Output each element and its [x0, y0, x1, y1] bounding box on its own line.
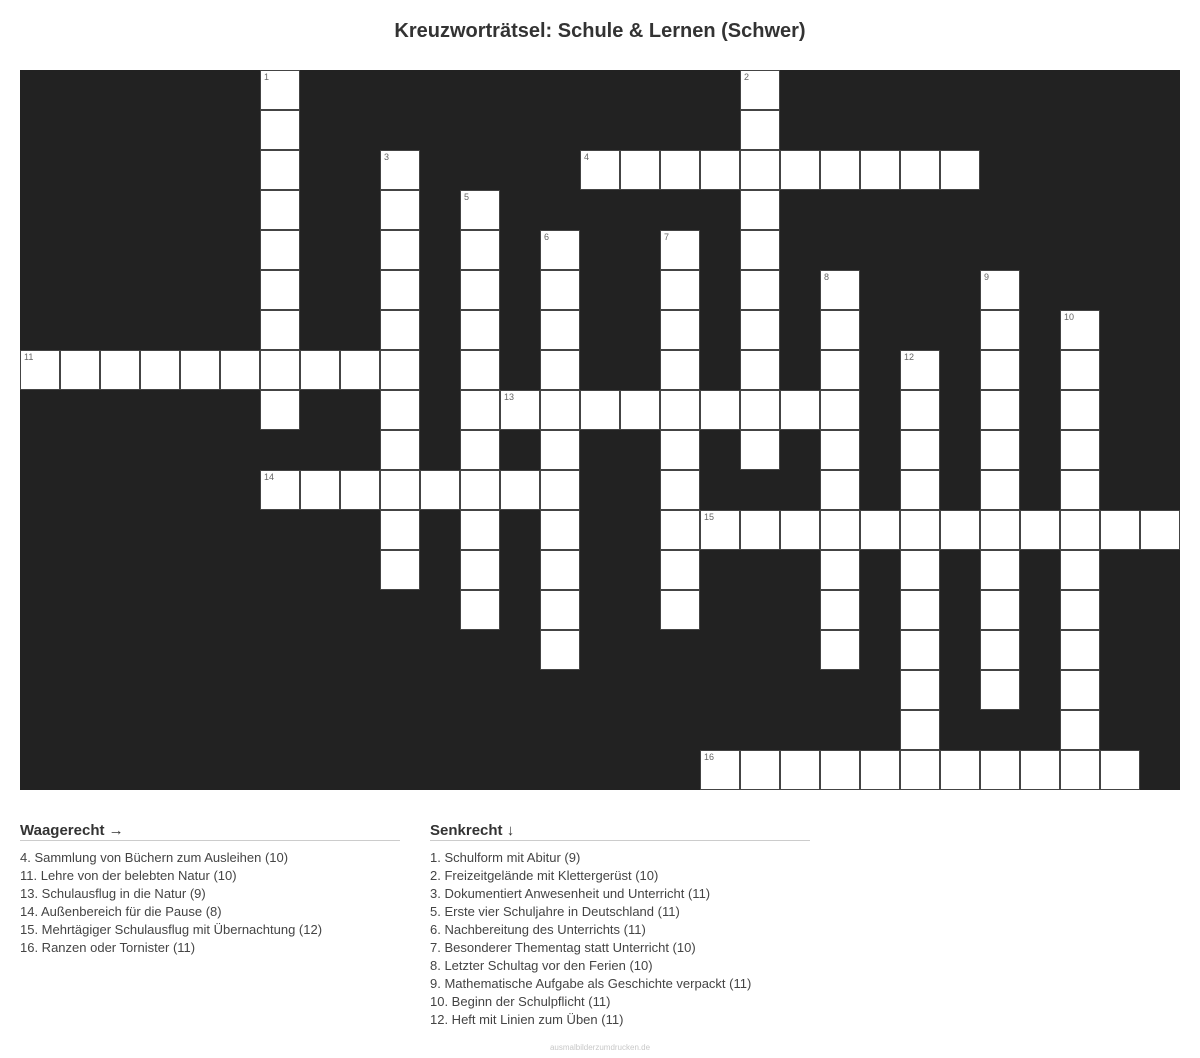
- crossword-cell[interactable]: [820, 550, 860, 590]
- crossword-cell[interactable]: [540, 390, 580, 430]
- clue-number: 9: [984, 272, 990, 282]
- down-clue: 1. Schulform mit Abitur (9): [430, 850, 581, 865]
- crossword-cell[interactable]: [660, 350, 700, 390]
- crossword-cell[interactable]: [300, 470, 340, 510]
- crossword-cell[interactable]: [980, 590, 1020, 630]
- crossword-grid: [20, 70, 1180, 790]
- crossword-cell[interactable]: [820, 390, 860, 430]
- crossword-cell[interactable]: [1060, 590, 1100, 630]
- crossword-cell[interactable]: [980, 390, 1020, 430]
- crossword-cell[interactable]: [260, 110, 300, 150]
- crossword-cell[interactable]: [460, 270, 500, 310]
- down-clue: 6. Nachbereitung des Unterrichts (11): [430, 922, 646, 937]
- crossword-cell[interactable]: [1060, 750, 1100, 790]
- crossword-cell[interactable]: [700, 390, 740, 430]
- across-clue: 4. Sammlung von Büchern zum Ausleihen (10): [20, 850, 289, 865]
- crossword-cell[interactable]: [980, 310, 1020, 350]
- crossword-cell[interactable]: [500, 470, 540, 510]
- puzzle-title: Kreuzworträtsel: Schule & Lernen (Schwer): [394, 20, 806, 42]
- crossword-cell[interactable]: [660, 590, 700, 630]
- clue-number: 10: [1064, 312, 1075, 322]
- crossword-cell[interactable]: [100, 350, 140, 390]
- crossword-cell[interactable]: [620, 390, 660, 430]
- crossword-cell[interactable]: [460, 510, 500, 550]
- crossword-cell[interactable]: [380, 310, 420, 350]
- down-clue-list: [430, 849, 810, 1029]
- crossword-cell[interactable]: [460, 590, 500, 630]
- down-clue: 3. Dokumentiert Anwesenheit und Unterricht (11): [430, 886, 711, 901]
- crossword-cell[interactable]: [980, 430, 1020, 470]
- crossword-cell[interactable]: [860, 150, 900, 190]
- crossword-cell[interactable]: [1060, 670, 1100, 710]
- clue-number: 12: [904, 352, 915, 362]
- across-clue: 14. Außenbereich für die Pause (8): [20, 904, 222, 919]
- crossword-cell[interactable]: [740, 390, 780, 430]
- crossword-cell[interactable]: [260, 350, 300, 390]
- crossword-cell[interactable]: [900, 590, 940, 630]
- crossword-cell[interactable]: [980, 630, 1020, 670]
- crossword-cell[interactable]: [900, 510, 940, 550]
- crossword-cell[interactable]: [980, 350, 1020, 390]
- crossword-cell[interactable]: [900, 430, 940, 470]
- crossword-cell[interactable]: [420, 470, 460, 510]
- crossword-cell[interactable]: [1100, 750, 1140, 790]
- crossword-cell[interactable]: [660, 150, 700, 190]
- crossword-cell[interactable]: [540, 430, 580, 470]
- crossword-cell[interactable]: [260, 150, 300, 190]
- crossword-cell[interactable]: [460, 350, 500, 390]
- crossword-cell[interactable]: [540, 310, 580, 350]
- crossword-cell[interactable]: [700, 750, 740, 790]
- crossword-cell[interactable]: [1100, 510, 1140, 550]
- crossword-cell[interactable]: [540, 550, 580, 590]
- crossword-cell[interactable]: [820, 270, 860, 310]
- crossword-cell[interactable]: [380, 390, 420, 430]
- crossword-cell[interactable]: [900, 390, 940, 430]
- crossword-cell[interactable]: [900, 470, 940, 510]
- crossword-cell[interactable]: [380, 270, 420, 310]
- crossword-cell[interactable]: [60, 350, 100, 390]
- crossword-cell[interactable]: [980, 470, 1020, 510]
- crossword-cell[interactable]: [540, 270, 580, 310]
- crossword-cell[interactable]: [1140, 510, 1180, 550]
- crossword-cell[interactable]: [1060, 630, 1100, 670]
- crossword-cell[interactable]: [900, 630, 940, 670]
- clue-number: 3: [384, 152, 390, 162]
- crossword-cell[interactable]: [900, 750, 940, 790]
- crossword-cell[interactable]: [540, 350, 580, 390]
- crossword-cell[interactable]: [860, 750, 900, 790]
- crossword-cell[interactable]: [900, 670, 940, 710]
- crossword-cell[interactable]: [660, 430, 700, 470]
- crossword-cell[interactable]: [260, 390, 300, 430]
- crossword-cell[interactable]: [740, 430, 780, 470]
- down-clue: 12. Heft mit Linien zum Üben (11): [430, 1012, 624, 1027]
- clue-number: 1: [264, 72, 270, 82]
- crossword-cell[interactable]: [820, 510, 860, 550]
- crossword-cell[interactable]: [660, 230, 700, 270]
- clue-number: 13: [504, 392, 515, 402]
- crossword-cell[interactable]: [260, 230, 300, 270]
- crossword-cell[interactable]: [540, 230, 580, 270]
- down-heading: Senkrecht ↓: [430, 822, 810, 841]
- crossword-cell[interactable]: [460, 390, 500, 430]
- crossword-cell[interactable]: [820, 430, 860, 470]
- crossword-cell[interactable]: [780, 390, 820, 430]
- crossword-cell[interactable]: [1060, 430, 1100, 470]
- crossword-cell[interactable]: [540, 470, 580, 510]
- crossword-cell[interactable]: [260, 190, 300, 230]
- crossword-cell[interactable]: [900, 350, 940, 390]
- crossword-cell[interactable]: [740, 350, 780, 390]
- crossword-cell[interactable]: [460, 430, 500, 470]
- across-clue: 16. Ranzen oder Tornister (11): [20, 940, 196, 955]
- crossword-cell[interactable]: [660, 310, 700, 350]
- across-clues-section: [20, 822, 400, 957]
- crossword-cell[interactable]: [820, 630, 860, 670]
- across-clue: 11. Lehre von der belebten Natur (10): [20, 868, 237, 883]
- down-clue: 9. Mathematische Aufgabe als Geschichte verpackt (11): [430, 976, 752, 991]
- clue-number: 16: [704, 752, 715, 762]
- crossword-cell[interactable]: [1060, 710, 1100, 750]
- crossword-cell[interactable]: [1060, 390, 1100, 430]
- crossword-cell[interactable]: [380, 510, 420, 550]
- crossword-cell[interactable]: [980, 550, 1020, 590]
- crossword-cell[interactable]: [380, 350, 420, 390]
- crossword-cell[interactable]: [900, 150, 940, 190]
- footer-watermark: ausmalbilderzumdrucken.de: [549, 1043, 651, 1052]
- crossword-cell[interactable]: [460, 230, 500, 270]
- crossword-cell[interactable]: [820, 590, 860, 630]
- crossword-cell[interactable]: [460, 310, 500, 350]
- crossword-cell[interactable]: [380, 150, 420, 190]
- crossword-cell[interactable]: [540, 510, 580, 550]
- crossword-cell[interactable]: [740, 750, 780, 790]
- crossword-cell[interactable]: [700, 150, 740, 190]
- crossword-cell[interactable]: [620, 150, 660, 190]
- down-clue: 10. Beginn der Schulpflicht (11): [430, 994, 611, 1009]
- clue-number: 14: [264, 472, 275, 482]
- down-clue: 7. Besonderer Thementag statt Unterricht (10): [430, 940, 696, 955]
- crossword-cell[interactable]: [740, 230, 780, 270]
- crossword-cell[interactable]: [740, 310, 780, 350]
- across-heading: Waagerecht →: [20, 822, 400, 841]
- crossword-cell[interactable]: [780, 510, 820, 550]
- crossword-cell[interactable]: [460, 470, 500, 510]
- crossword-cell[interactable]: [460, 550, 500, 590]
- crossword-cell[interactable]: [820, 750, 860, 790]
- crossword-cell[interactable]: [260, 470, 300, 510]
- crossword-cell[interactable]: [980, 510, 1020, 550]
- clue-number: 4: [584, 152, 590, 162]
- crossword-cell[interactable]: [740, 190, 780, 230]
- crossword-cell[interactable]: [740, 150, 780, 190]
- crossword-cell[interactable]: [180, 350, 220, 390]
- down-clue: 2. Freizeitgelände mit Klettergerüst (10): [430, 868, 659, 883]
- crossword-cell[interactable]: [940, 150, 980, 190]
- crossword-cell[interactable]: [740, 70, 780, 110]
- crossword-cell[interactable]: [500, 390, 540, 430]
- crossword-cell[interactable]: [660, 510, 700, 550]
- crossword-cell[interactable]: [660, 270, 700, 310]
- crossword-cell[interactable]: [260, 310, 300, 350]
- clue-number: 2: [744, 72, 750, 82]
- crossword-cell[interactable]: [380, 550, 420, 590]
- crossword-cell[interactable]: [900, 550, 940, 590]
- crossword-cell[interactable]: [1020, 750, 1060, 790]
- crossword-cell[interactable]: [380, 430, 420, 470]
- crossword-cell[interactable]: [660, 390, 700, 430]
- crossword-cell[interactable]: [140, 350, 180, 390]
- crossword-cell[interactable]: [740, 110, 780, 150]
- crossword-cell[interactable]: [740, 270, 780, 310]
- crossword-cell[interactable]: [220, 350, 260, 390]
- crossword-cell[interactable]: [820, 310, 860, 350]
- clue-number: 7: [664, 232, 670, 242]
- crossword-cell[interactable]: [1060, 310, 1100, 350]
- crossword-cell[interactable]: [860, 510, 900, 550]
- crossword-cell[interactable]: [780, 150, 820, 190]
- crossword-cell[interactable]: [1060, 350, 1100, 390]
- across-clue-list: [20, 849, 400, 957]
- crossword-cell[interactable]: [540, 590, 580, 630]
- crossword-cell[interactable]: [940, 510, 980, 550]
- crossword-cell[interactable]: [780, 750, 820, 790]
- across-clue: 13. Schulausflug in die Natur (9): [20, 886, 206, 901]
- crossword-cell[interactable]: [700, 510, 740, 550]
- crossword-cell[interactable]: [660, 470, 700, 510]
- crossword-cell[interactable]: [820, 350, 860, 390]
- crossword-cell[interactable]: [300, 350, 340, 390]
- across-clue: 15. Mehrtägiger Schulausflug mit Übernachtung (12): [20, 922, 323, 937]
- clue-number: 5: [464, 192, 470, 202]
- crossword-cell[interactable]: [580, 150, 620, 190]
- crossword-cell[interactable]: [740, 510, 780, 550]
- clue-number: 11: [24, 352, 34, 362]
- crossword-cell[interactable]: [900, 710, 940, 750]
- crossword-cell[interactable]: [1020, 510, 1060, 550]
- crossword-cell[interactable]: [1060, 470, 1100, 510]
- crossword-cell[interactable]: [380, 230, 420, 270]
- crossword-cell[interactable]: [20, 350, 60, 390]
- crossword-cell[interactable]: [660, 550, 700, 590]
- crossword-cell[interactable]: [980, 270, 1020, 310]
- crossword-cell[interactable]: [340, 470, 380, 510]
- crossword-cell[interactable]: [580, 390, 620, 430]
- down-clues-section: [430, 822, 810, 1029]
- crossword-cell[interactable]: [380, 190, 420, 230]
- down-clue: 5. Erste vier Schuljahre in Deutschland (11): [430, 904, 680, 919]
- crossword-cell[interactable]: [260, 270, 300, 310]
- crossword-cell[interactable]: [460, 190, 500, 230]
- crossword-cell[interactable]: [540, 630, 580, 670]
- crossword-cell[interactable]: [1060, 510, 1100, 550]
- clue-number: 8: [824, 272, 830, 282]
- crossword-cell[interactable]: [1060, 550, 1100, 590]
- crossword-cell[interactable]: [260, 70, 300, 110]
- crossword-cell[interactable]: [980, 750, 1020, 790]
- clue-number: 15: [704, 512, 715, 522]
- crossword-cell[interactable]: [340, 350, 380, 390]
- crossword-cell[interactable]: [820, 470, 860, 510]
- crossword-cell[interactable]: [940, 750, 980, 790]
- down-clue: 8. Letzter Schultag vor den Ferien (10): [430, 958, 653, 973]
- clue-number: 6: [544, 232, 550, 242]
- crossword-cell[interactable]: [820, 150, 860, 190]
- crossword-cell[interactable]: [380, 470, 420, 510]
- crossword-cell[interactable]: [980, 670, 1020, 710]
